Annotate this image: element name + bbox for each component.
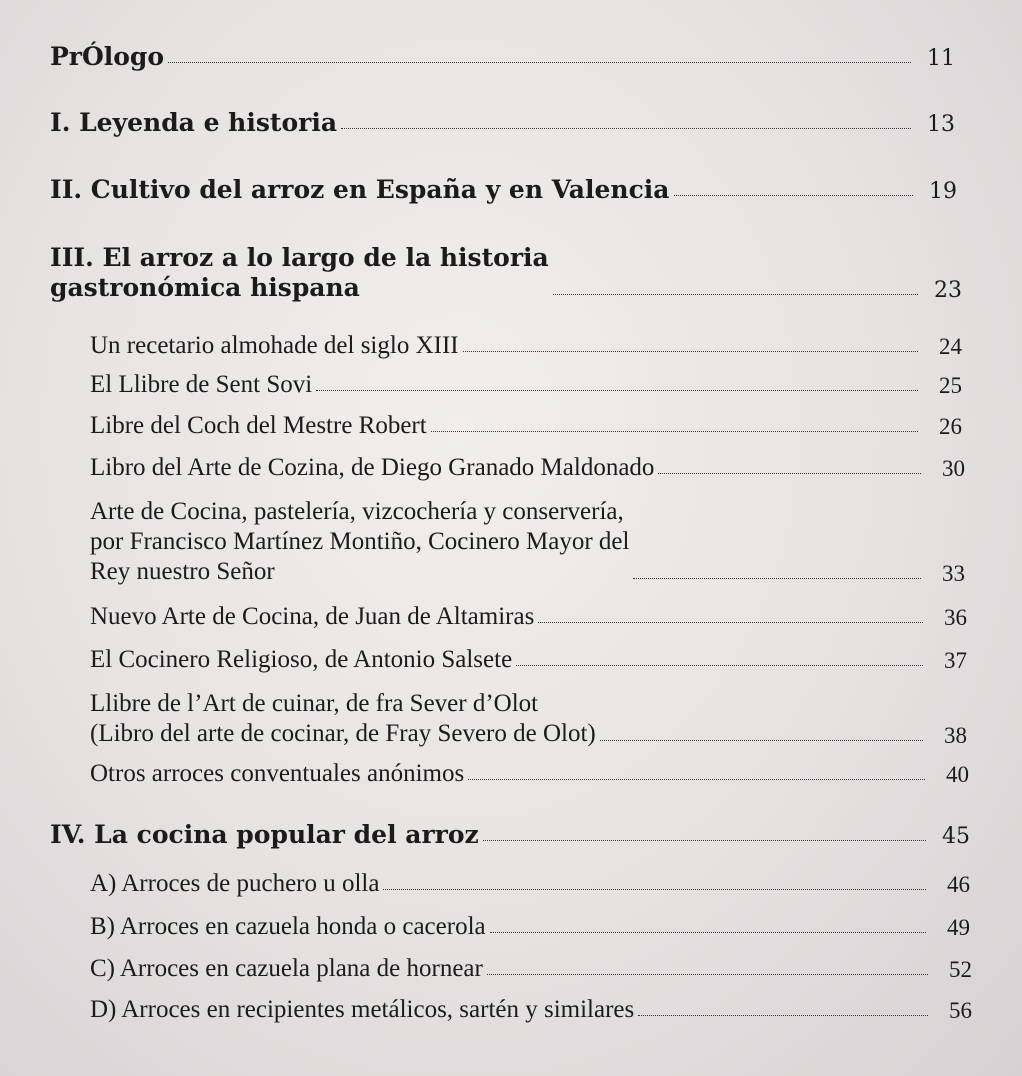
- toc-section-title: C) Arroces en cazuela plana de hornear: [90, 955, 483, 982]
- toc-section-entry: [90, 760, 969, 788]
- leader-dots: [463, 351, 918, 352]
- toc-section-title: Un recetario almohade del siglo XIII: [90, 332, 459, 359]
- toc-entry-title: II. Cultivo del arroz en España y en Valencia: [50, 175, 670, 204]
- toc-page-number: 38: [944, 723, 967, 748]
- toc-section-title: Libro del Arte de Cozina, de Diego Granado Maldonado: [90, 454, 655, 481]
- toc-page-number: 30: [942, 456, 965, 481]
- toc-page-number: 26: [939, 414, 962, 439]
- leader-dots: [168, 62, 911, 63]
- toc-page-number: 45: [942, 824, 970, 849]
- toc-section-entry: [90, 996, 972, 1024]
- toc-section-title: Nuevo Arte de Cocina, de Juan de Altamiras: [90, 603, 535, 630]
- toc-section-entry: [90, 646, 967, 674]
- toc-section-title-line1: Arte de Cocina, pastelería, vizcochería y conservería,: [90, 498, 624, 525]
- toc-section-entry: [90, 412, 962, 440]
- toc-entry-chapter-1: [50, 108, 955, 137]
- leader-dots: [487, 974, 928, 975]
- toc-page-number: 25: [939, 373, 962, 398]
- toc-section-entry: [90, 913, 970, 941]
- toc-page-number: 36: [944, 605, 967, 630]
- toc-page-number: 46: [947, 872, 970, 897]
- toc-section-entry: [90, 332, 962, 360]
- toc-entry-title-line1: III. El arroz a lo largo de la historia: [50, 243, 549, 272]
- toc-section-entry: [90, 689, 967, 749]
- toc-page-number: 23: [934, 278, 962, 303]
- toc-page-number: 11: [927, 46, 955, 71]
- leader-dots: [638, 1015, 928, 1016]
- toc-section-entry: [90, 371, 962, 399]
- toc-entry-title: IV. La cocina popular del arroz: [50, 820, 479, 849]
- toc-page-number: 24: [939, 334, 962, 359]
- toc-section-title: B) Arroces en cazuela honda o cacerola: [90, 913, 486, 940]
- toc-section-title: Otros arroces conventuales anónimos: [90, 760, 465, 787]
- toc-entry-chapter-2: [50, 175, 957, 204]
- leader-dots: [483, 840, 926, 841]
- toc-section-title: Libre del Coch del Mestre Robert: [90, 412, 427, 439]
- leader-dots: [490, 932, 926, 933]
- leader-dots: [538, 622, 923, 623]
- toc-page-number: 52: [949, 957, 972, 982]
- toc-page-number: 33: [942, 561, 965, 586]
- toc-section-title-line1: Llibre de l’Art de cuinar, de fra Sever d’Olot: [90, 690, 539, 717]
- toc-page-number: 40: [946, 762, 969, 787]
- toc-page-number: 13: [927, 112, 955, 137]
- leader-dots: [383, 889, 926, 890]
- toc-section-entry: [90, 603, 967, 631]
- toc-section-entry: [90, 870, 970, 898]
- toc-section-title: A) Arroces de puchero u olla: [90, 870, 380, 897]
- toc-page-number: 37: [944, 648, 967, 673]
- toc-section-title: El Llibre de Sent Sovi: [90, 371, 313, 398]
- leader-dots: [431, 431, 918, 432]
- toc-section-title: D) Arroces en recipientes metálicos, sartén y similares: [90, 996, 635, 1023]
- leader-dots: [316, 390, 918, 391]
- toc-section-title-line2: (Libro del arte de cocinar, de Fray Severo de Olot): [90, 720, 596, 747]
- toc-section-title-line3: Rey nuestro Señor: [90, 558, 275, 585]
- toc-section-title-line2: por Francisco Martínez Montiño, Cocinero Mayor del: [90, 528, 630, 555]
- leader-dots: [341, 128, 911, 129]
- leader-dots: [516, 665, 923, 666]
- toc-entry-title: PrÓlogo: [50, 42, 165, 71]
- leader-dots: [553, 294, 918, 295]
- toc-entry-chapter-4: [50, 820, 970, 849]
- toc-section-entry: [90, 497, 965, 587]
- leader-dots: [658, 473, 921, 474]
- toc-entry-title-line2: gastronómica hispana: [50, 273, 360, 302]
- leader-dots: [633, 578, 921, 579]
- toc-section-entry: [90, 454, 965, 482]
- toc-entry-chapter-3: [50, 243, 962, 303]
- toc-page-number: 56: [949, 998, 972, 1023]
- toc-entry-prologo: [50, 42, 955, 71]
- toc-entry-title: I. Leyenda e historia: [50, 108, 338, 137]
- leader-dots: [600, 740, 923, 741]
- toc-page-number: 19: [929, 179, 957, 204]
- leader-dots: [468, 779, 925, 780]
- toc-page-number: 49: [947, 915, 970, 940]
- toc-section-title: El Cocinero Religioso, de Antonio Salsete: [90, 646, 513, 673]
- leader-dots: [674, 195, 913, 196]
- toc-section-entry: [90, 955, 972, 983]
